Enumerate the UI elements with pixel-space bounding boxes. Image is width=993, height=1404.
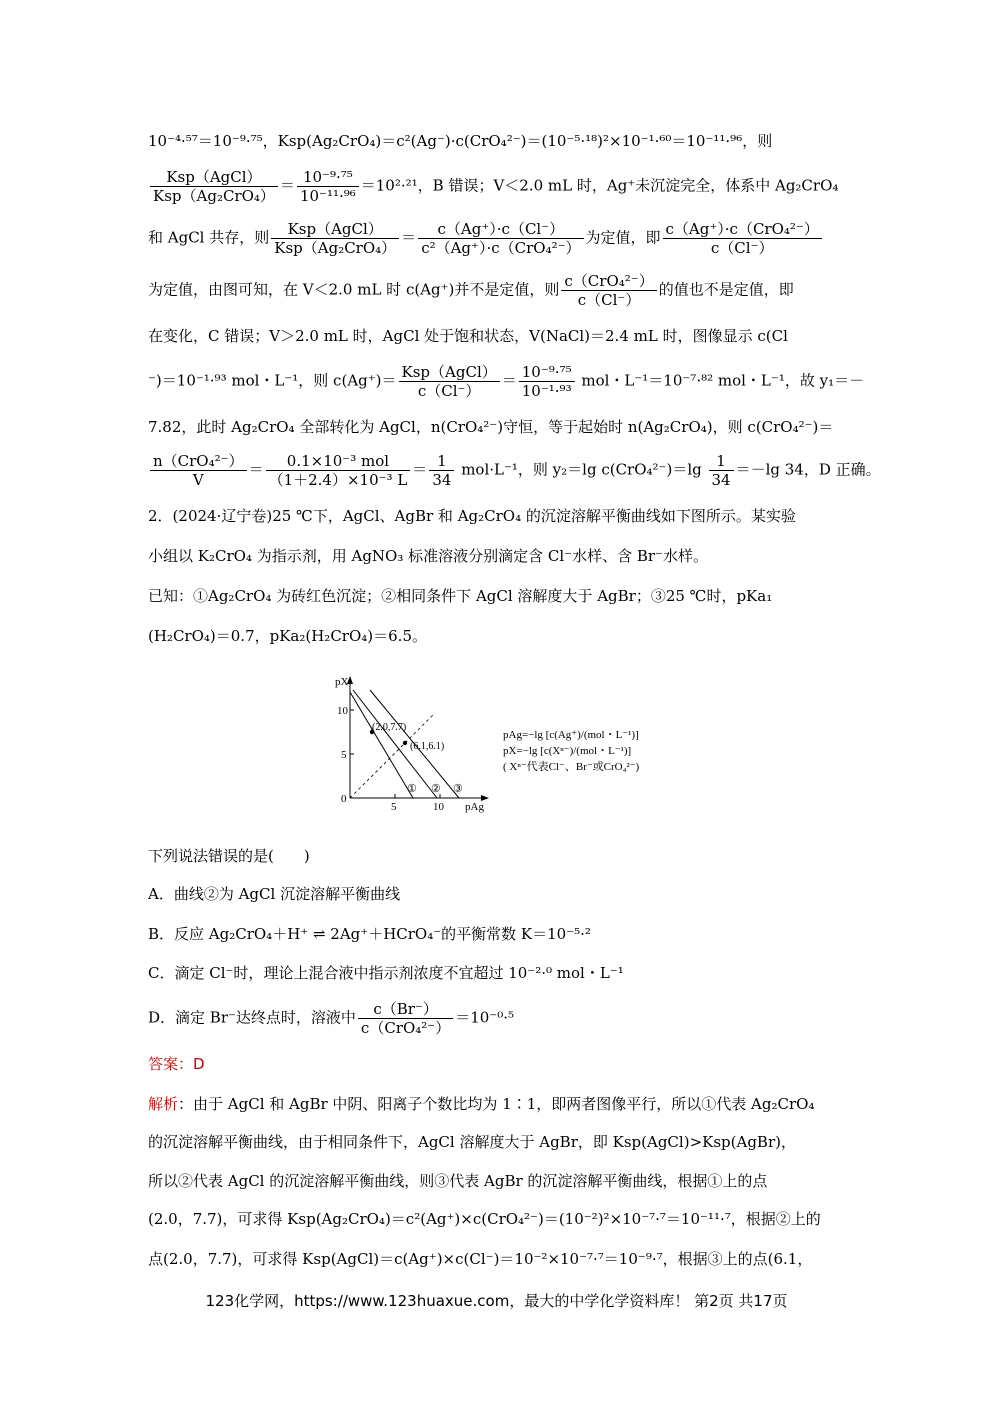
option-b: B．反应 Ag₂CrO₄＋H⁺ ⇌ 2Ag⁺＋HCrO₄⁻的平衡常数 K＝10⁻⁵·² <box>148 925 591 943</box>
option-d: D．滴定 Br⁻达终点时，溶液中 $\frac{c(Br^-)}{\text{c（CrO₄²⁻）}}$ ＝10⁻⁰·⁵ <box>148 1000 515 1037</box>
equation-line: 为定值，由图可知，在 V＜2.0 mL 时 c(Ag⁺)并不是定值，则 $\frac{\text{c（CrO₄²⁻）}}{c(Cl^-)}$ 的值也不是定值，即 <box>148 272 794 309</box>
analysis-line: 解析：由于 AgCl 和 AgBr 中阴、阳离子个数比均为 1∶1，即两者图像平行，所以①代表 Ag₂CrO₄ <box>148 1095 815 1113</box>
x-tick: 5 <box>391 801 397 813</box>
text-line: 在变化，C 错误；V＞2.0 mL 时，AgCl 处于饱和状态，V(NaCl)＝2.4 mL 时，图像显示 c(Cl <box>148 327 788 345</box>
equation-line: $\frac{\text{Ksp（AgCl）}}{\text{Ksp（Ag₂CrO₄）}}$ ＝ $\frac{\text{10⁻⁹·⁷⁵}}{\text{10⁻¹¹·⁹⁶}}$ ＝10²·²¹，B 错误；V＜2.0 mL 时，Ag⁺未沉淀完全，体系中 Ag₂CrO₄ <box>148 168 838 205</box>
x-axis-label: pAg <box>465 801 484 813</box>
y-tick: 5 <box>341 749 347 761</box>
fraction: $\frac{\text{10⁻⁹·⁷⁵}}{\text{10⁻¹¹·⁹⁶}}$ <box>297 168 359 205</box>
point-label: (2.0,7.7) <box>372 722 407 733</box>
text-line: 7.82，此时 Ag₂CrO₄ 全部转化为 AgCl，n(CrO₄²⁻)守恒，等于起始时 n(Ag₂CrO₄)，则 c(CrO₄²⁻)＝ <box>148 418 834 436</box>
question-prompt: 下列说法错误的是( ) <box>148 847 310 865</box>
figure-legend: pAg=−lg [c(Ag⁺)/(mol・L⁻¹)] pX=−lg [c(Xⁿ⁻)/(mol・L⁻¹)] ( Xⁿ⁻代表Cl⁻、Br⁻或CrO₄²⁻) <box>503 729 640 773</box>
analysis-line: 的沉淀溶解平衡曲线，由于相同条件下，AgCl 溶解度大于 AgBr，即 Ksp(AgCl)>Ksp(AgBr)， <box>148 1133 796 1151</box>
equation-line: ⁻)＝10⁻¹·⁹³ mol・L⁻¹，则 c(Ag⁺)＝ $\frac{\text{Ksp（AgCl）}}{c(Cl^-)}$ ＝ $\frac{\text{10⁻⁹·⁷⁵}}{\text{10⁻¹·⁹³}}$ mol・L⁻¹＝10⁻⁷·⁸² mol・L⁻¹，故 y₁＝－ <box>148 363 865 400</box>
page-footer: 123化学网，https://www.123huaxue.com，最大的中学化学资料库！ 第2页 共17页 <box>205 1292 788 1310</box>
question-line: (H₂CrO₄)＝0.7，pKa₂(H₂CrO₄)＝6.5。 <box>148 627 427 645</box>
curve-label: ② <box>431 783 441 795</box>
fraction: $\frac{\text{Ksp（AgCl）}}{\text{Ksp（Ag₂CrO₄）}}$ <box>150 168 278 205</box>
point-marker <box>403 741 407 745</box>
equation-line: 和 AgCl 共存，则 $\frac{\text{Ksp（AgCl）}}{\text{Ksp（Ag₂CrO₄）}}$ ＝ $\frac{c(Ag^+)\cdot c(Cl^-)}{\text{c²（Ag⁺）·c（CrO₄²⁻）}}$ 为定值，即 $\frac{\text{c（Ag⁺）·c（CrO₄²⁻）}}{c(Cl^-)}$ <box>148 220 824 257</box>
answer-line: 答案：D <box>148 1055 205 1073</box>
analysis-line: (2.0，7.7)，可求得 Ksp(Ag₂CrO₄)＝c²(Ag⁺)×c(CrO₄²⁻)＝(10⁻²)²×10⁻⁷·⁷＝10⁻¹¹·⁷，根据②上的 <box>148 1210 821 1228</box>
question-line: 已知：①Ag₂CrO₄ 为砖红色沉淀；②相同条件下 AgCl 溶解度大于 AgBr；③25 ℃时，pKa₁ <box>148 587 773 605</box>
text-line: 10⁻⁴·⁵⁷＝10⁻⁹·⁷⁵，Ksp(Ag₂CrO₄)＝c²(Ag⁻)·c(CrO₄²⁻)＝(10⁻⁵·¹⁸)²×10⁻¹·⁶⁰＝10⁻¹¹·⁹⁶，则 <box>148 132 773 150</box>
y-tick: 0 <box>341 793 347 805</box>
point-label: (6.1,6.1) <box>410 741 445 752</box>
curve-label: ① <box>407 783 417 795</box>
curve-label: ③ <box>453 783 463 795</box>
option-a: A．曲线②为 AgCl 沉淀溶解平衡曲线 <box>148 885 401 903</box>
analysis-line: 点(2.0，7.7)，可求得 Ksp(AgCl)＝c(Ag⁺)×c(Cl⁻)＝10⁻²×10⁻⁷·⁷＝10⁻⁹·⁷，根据③上的点(6.1， <box>148 1250 813 1268</box>
y-tick: 10 <box>337 705 348 717</box>
x-tick: 10 <box>433 801 444 813</box>
y-axis-label: pX <box>335 676 349 688</box>
question-line: 2．(2024·辽宁卷)25 ℃下，AgCl、AgBr 和 Ag₂CrO₄ 的沉淀溶解平衡曲线如下图所示。某实验 <box>148 507 796 525</box>
equation-line: $\frac{\text{n（CrO₄²⁻）}}{V}$ ＝ $\frac{\text{0.1×10⁻³ mol}}{\text{（1＋2.4）×10⁻³ L}}$ ＝ $\frac{1}{34}$ mol·L⁻¹，则 y₂＝lg c(CrO₄²⁻)＝lg $\frac{1}{34}$ ＝－lg 34，D 正确。 <box>148 452 881 489</box>
option-c: C．滴定 Cl⁻时，理论上混合液中指示剂浓度不宜超过 10⁻²·⁰ mol・L⁻¹ <box>148 964 624 982</box>
analysis-line: 所以②代表 AgCl 的沉淀溶解平衡曲线，则③代表 AgBr 的沉淀溶解平衡曲线，根据①上的点 <box>148 1172 768 1190</box>
question-line: 小组以 K₂CrO₄ 为指示剂，用 AgNO₃ 标准溶液分别滴定含 Cl⁻水样、含 Br⁻水样。 <box>148 547 708 565</box>
